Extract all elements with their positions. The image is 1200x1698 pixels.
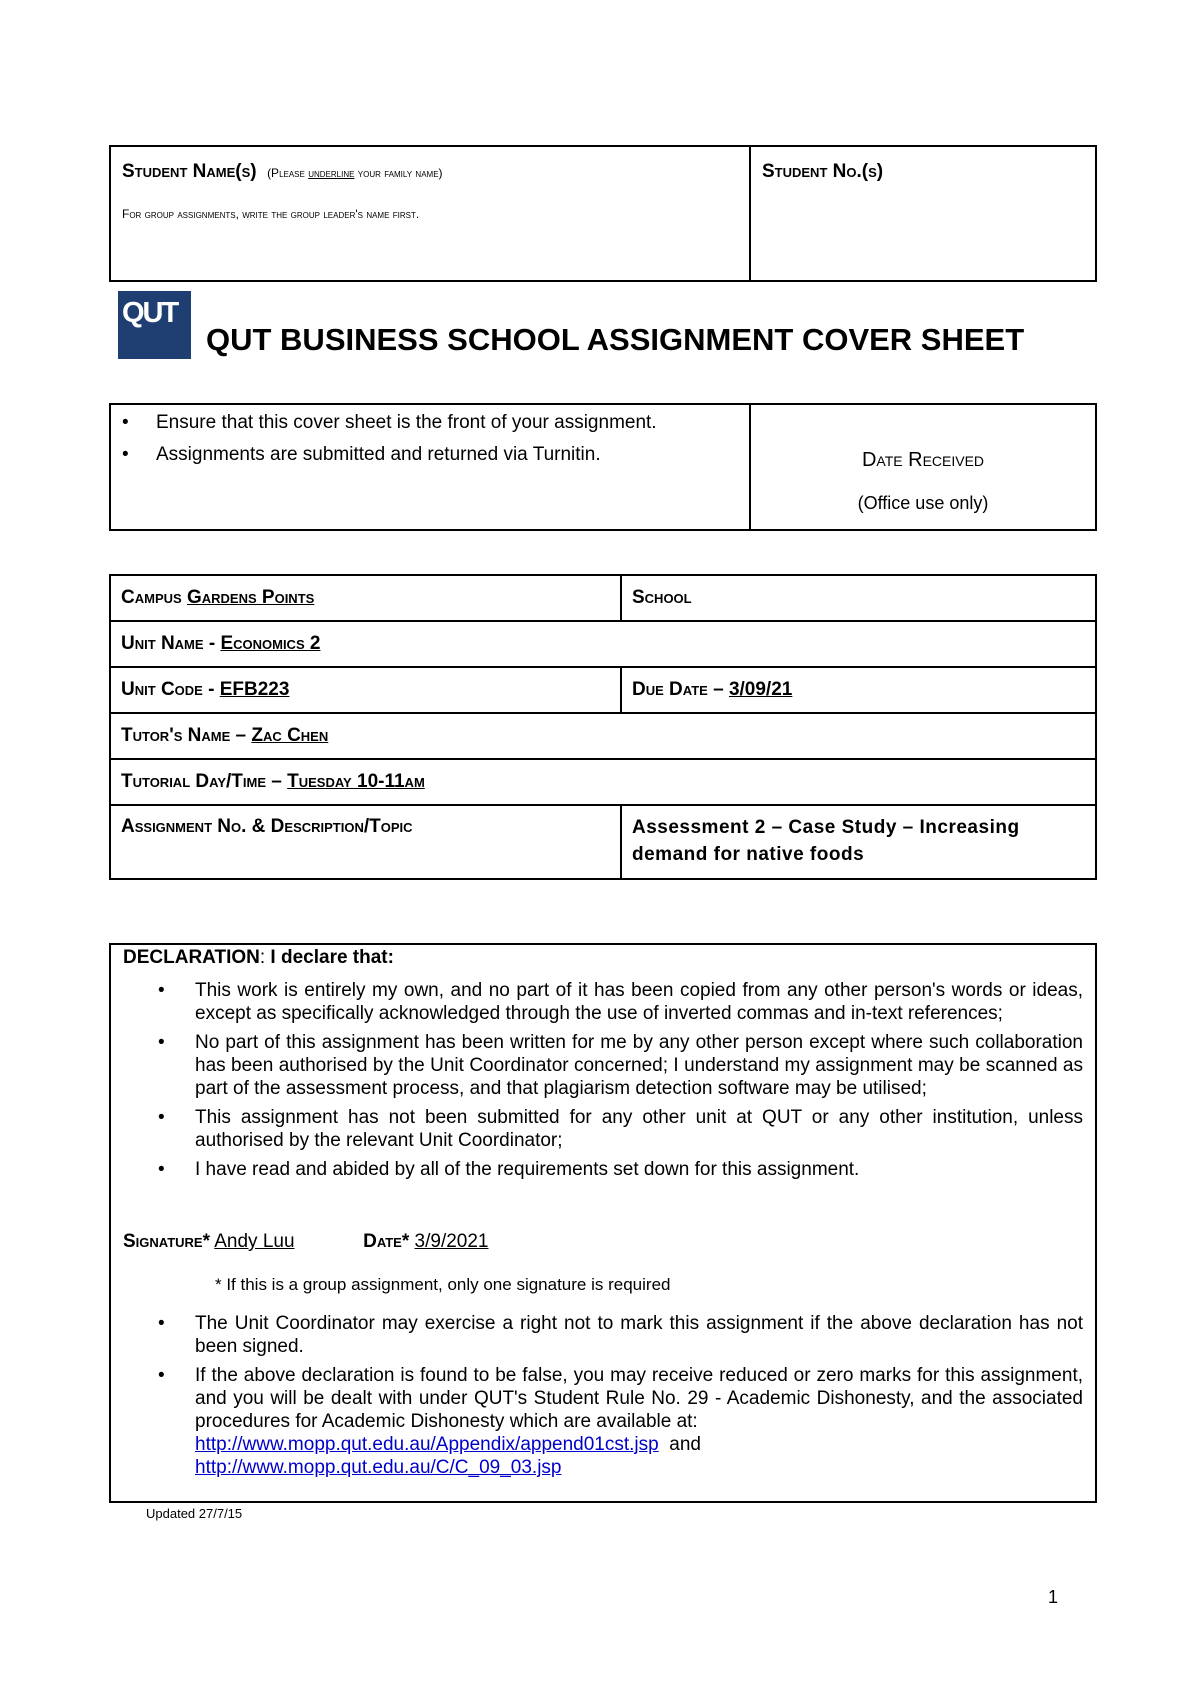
student-name-label: Student Name(s) — [122, 161, 257, 182]
date-value: 3/9/2021 — [414, 1231, 489, 1252]
page-title: QUT BUSINESS SCHOOL ASSIGNMENT COVER SHEET — [206, 322, 1025, 357]
list-item: • This assignment has not been submitted for any other unit at QUT or any other institution, unless authorised by the relevant Unit Coordinator; — [195, 1106, 1083, 1152]
appendix-link[interactable]: http://www.mopp.qut.edu.au/Appendix/append01cst.jsp — [195, 1434, 659, 1455]
office-use-note: (Office use only) — [857, 493, 989, 513]
list-item: • The Unit Coordinator may exercise a right not to mark this assignment if the above declaration has not been signed. — [195, 1312, 1083, 1358]
school-cell: School — [621, 575, 1096, 621]
unit-name-value: Economics 2 — [220, 633, 321, 654]
due-date-cell: Due Date – 3/09/21 — [621, 667, 1096, 713]
group-leader-note: For group assignments, write the group leader's name first. — [122, 207, 420, 221]
unit-code-value: EFB223 — [219, 679, 290, 700]
tutor-value: Zac Chen — [251, 725, 329, 746]
procedure-link[interactable]: http://www.mopp.qut.edu.au/C/C_09_03.jsp — [195, 1457, 562, 1478]
assignment-label-cell: Assignment No. & Description/Topic — [110, 805, 621, 879]
signature-value: Andy Luu — [214, 1231, 295, 1252]
list-item: • If the above declaration is found to be false, you may receive reduced or zero marks for this assignment, and you will be dealt with under QUT's Student Rule No. 29 - Academic Dishonesty, and the associated procedures for Academic Dishonesty which are available at: http://www.mopp.qut.edu.au/Appendix/append01cst.jsp and http://www.mopp.qut.edu.au/C/C_09_03.jsp — [195, 1364, 1083, 1479]
qut-logo: QUT — [118, 291, 191, 359]
page-number: 1 — [1048, 1587, 1059, 1607]
instructions-list — [156, 407, 657, 471]
student-name-box — [109, 145, 1097, 282]
student-number-label: Student No.(s) — [762, 161, 884, 182]
tutorial-value: Tuesday 10-11am — [287, 771, 425, 792]
signature-line — [123, 1231, 489, 1253]
instructions-box — [109, 403, 1097, 531]
declaration-list — [195, 979, 1083, 1187]
declaration-consequences-list — [195, 1312, 1083, 1485]
updated-note: Updated 27/7/15 — [146, 1506, 243, 1521]
signature-label: Signature* — [123, 1231, 210, 1252]
group-signature-note: * If this is a group assignment, only one signature is required — [215, 1275, 671, 1294]
declaration-heading-rest: I declare that: — [265, 947, 394, 968]
list-item: • Assignments are submitted and returned via Turnitin. — [156, 439, 657, 471]
unit-code-cell: Unit Code - EFB223 — [110, 667, 621, 713]
date-received-label: Date Received — [861, 449, 985, 471]
campus-cell: Campus Gardens Points — [110, 575, 621, 621]
declaration-heading: DECLARATION: I declare that: — [123, 947, 394, 968]
assignment-value-cell: Assessment 2 – Case Study – Increasing demand for native foods — [621, 805, 1096, 879]
unit-name-cell: Unit Name - Economics 2 — [110, 621, 1096, 667]
list-item: • Ensure that this cover sheet is the front of your assignment. — [156, 407, 657, 439]
list-item: • No part of this assignment has been written for me by any other person except where such collaboration has been authorised by the Unit Coordinator concerned; I understand my assignment may be scanned as part of the assessment process, and that plagiarism detection software may be utilised; — [195, 1031, 1083, 1100]
list-item: • I have read and abided by all of the requirements set down for this assignment. — [195, 1158, 1083, 1181]
student-name-note: (Please underline your family name) — [267, 166, 443, 180]
campus-value: Gardens Points — [186, 587, 315, 608]
list-item: • This work is entirely my own, and no part of it has been copied from any other person's words or ideas, except as specifically acknowledged through the use of inverted commas and in-text references; — [195, 979, 1083, 1025]
date-label: Date* — [363, 1231, 410, 1252]
tutor-cell: Tutor's Name – Zac Chen — [110, 713, 1096, 759]
declaration-box — [109, 943, 1097, 1503]
tutorial-cell: Tutorial Day/Time – Tuesday 10-11am — [110, 759, 1096, 805]
due-date-value: 3/09/21 — [728, 679, 793, 700]
assignment-details-table — [109, 574, 1097, 880]
